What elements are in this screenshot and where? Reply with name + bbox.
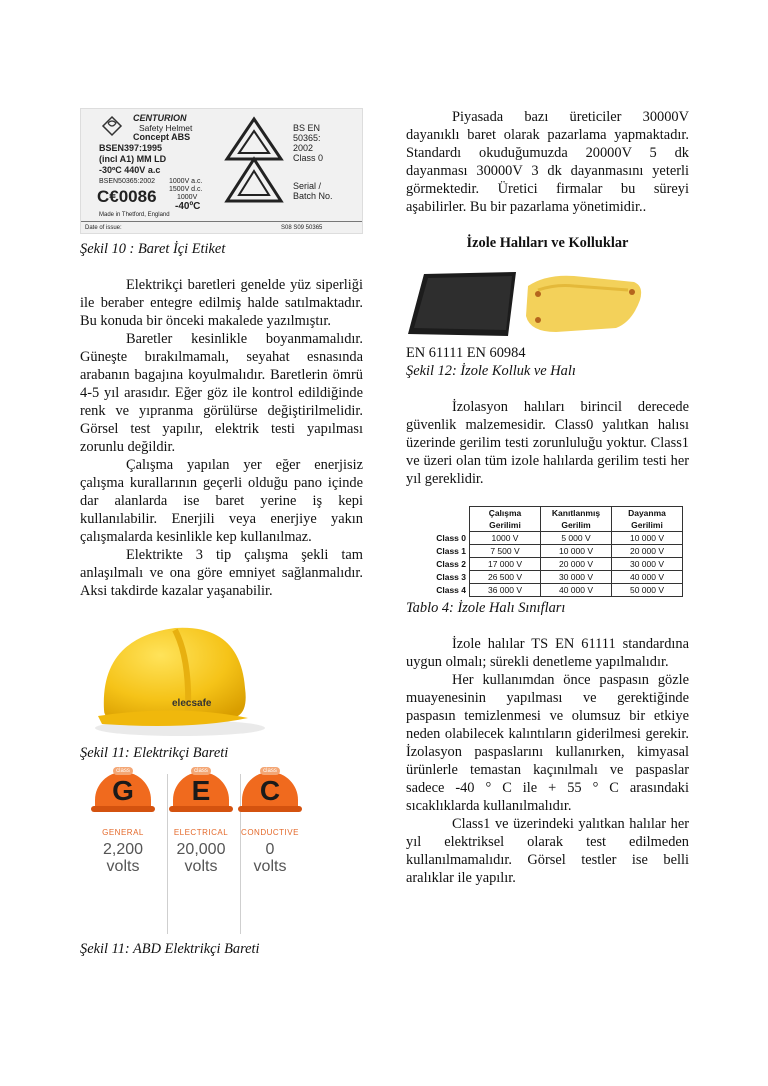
kitemark-icon <box>101 115 123 137</box>
paragraph: Class1 ve üzerindeki yalıtkan halılar her yıl elektriksel olarak test edilmeden kullanılmamalıdır. Görsel testler ise belli aralıklar ile yapılır. <box>406 816 689 886</box>
label-dates: S08 S09 50365 <box>281 225 323 231</box>
table-row: Class 3 26 500 V 30 000 V 40 000 V <box>409 571 683 584</box>
figure-caption: Şekil 11: Elektrikçi Bareti <box>80 745 229 761</box>
helmet-label-image <box>80 108 363 234</box>
label-bs-en: BS EN <box>293 123 321 133</box>
right-column <box>406 108 689 887</box>
label-bsen-line: BSEN50365:2002 <box>99 178 156 185</box>
label-batch: Batch No. <box>293 191 333 201</box>
label-year: 2002 <box>293 143 314 153</box>
class-name: ELECTRICAL <box>173 828 229 837</box>
table-row: Class 4 36 000 V 40 000 V 50 000 V <box>409 584 683 597</box>
paragraph: Her kullanımdan önce paspasın gözle muayenesinin yapılması ve gerektiğinde paspasın temizlenmesi ve olumsuz bir etkiye neden olabilecek kalıntıların giderilmesi gerekir. İzolasyon paspaslarını kullanırken, kimyasal ürünlerle temastan kaçınılmalı ve paspaslar sadece -40 ° C ile + 55 ° C arasındaki sıcaklıklarda kullanılmalıdır. <box>406 672 689 814</box>
class-value: 0 <box>265 841 275 858</box>
helmet-class-conductive <box>235 766 305 875</box>
paragraph: Elektrikte 3 tip çalışma şekli tam anlaşılmalı ve ona göre emniyet sağlanmalıdır. Aksi takdirde kazalar yaşanabilir. <box>80 547 363 599</box>
class-name: GENERAL <box>102 828 144 837</box>
figure-caption: Şekil 11: ABD Elektrikçi Bareti <box>80 941 260 957</box>
label-product: Safety Helmet <box>139 123 193 133</box>
paragraph: İzolasyon halıları birincil derecede güvenlik malzemesidir. Class0 yalıtkan halısı üzerinde gerilim testi zorunluluğu yoktur. Class1 ve üzeri olan tüm izole halılarda gerilim testi her yıl gereklidir. <box>406 399 689 487</box>
table-caption: Tablo 4: İzole Halı Sınıfları <box>406 600 566 616</box>
class-letter: G <box>112 775 134 806</box>
label-low-temp: -40ºC <box>175 201 201 212</box>
paragraph: Elektrikçi baretleri genelde yüz siperliği ile beraber entegre edilmiş halde satılmaktadır. Bu konuda bir önceki makalede yazılmıştır. <box>80 277 363 329</box>
insulating-mat-sleeve-image <box>406 270 689 340</box>
class-tag: class <box>191 767 211 775</box>
table-header: Kanıtlanmış Gerilim <box>541 507 612 532</box>
class-letter: C <box>259 775 281 806</box>
standards-text: EN 61111 EN 60984 <box>406 345 526 361</box>
class-name: CONDUCTIVE <box>241 828 299 837</box>
class-unit: volts <box>184 858 218 875</box>
label-ac: 1000V a.c. <box>169 178 203 185</box>
label-class: Class 0 <box>293 153 324 163</box>
label-date-issue: Date of issue: <box>85 225 122 231</box>
helmet-class-electrical <box>166 766 236 875</box>
paragraph: İzole halılar TS EN 61111 standardına uygun olmalı; sürekli denetleme yapılmalıdır. <box>406 636 689 670</box>
section-heading: İzole Halıları ve Kolluklar <box>466 235 629 251</box>
label-made-in: Made in Thetford, England <box>99 212 170 218</box>
label-bs-en-no: 50365: <box>293 133 321 143</box>
class-unit: volts <box>106 858 140 875</box>
table-row: Class 2 17 000 V 20 000 V 30 000 V <box>409 558 683 571</box>
class-value: 2,200 <box>102 841 144 858</box>
electrician-helmet-image <box>80 618 363 738</box>
label-std-detail: (incl A1) MM LD <box>99 154 167 164</box>
paragraph: Baretler kesinlikle boyanmamalıdır. Güneşte bırakılmamalı, seyahat esnasında arabanın bagajına koyulmalıdır. Baretlerin ömrü 4-5 yıl arasıdır. Eğer göz ile kontrol edildiğinde renk ve yıpranma görülürse değiştirilmelidir. Görsel test yapılır, elektrik testi yapılması zorunlu değildir. <box>80 331 363 455</box>
class-unit: volts <box>253 858 287 875</box>
table-row: Class 1 7 500 V 10 000 V 20 000 V <box>409 545 683 558</box>
helmet-classes-figure <box>80 766 363 938</box>
label-standard: BSEN397:1995 <box>99 143 163 153</box>
class-letter: E <box>191 775 211 806</box>
mat-class-table <box>409 506 689 597</box>
label-model: Concept ABS <box>133 132 191 142</box>
class-value: 20,000 <box>176 841 226 858</box>
paragraph: Çalışma yapılan yer eğer enerjisiz çalışma kurallarının geçerli olduğu pano içinde dar alanlarda ise baret yerine iş kepi kullanılabilir. Enerjili veya enerjiye yakın çalışmalarda kesinlikle kep kullanılmaz. <box>80 457 363 545</box>
label-serial: Serial / <box>293 181 322 191</box>
left-column <box>80 108 363 958</box>
figure-caption: Şekil 10 : Baret İçi Etiket <box>80 241 226 257</box>
mat-and-sleeve-icon <box>406 270 689 340</box>
ce-mark: C€0086 <box>97 187 157 206</box>
double-triangle-icon <box>223 115 285 207</box>
helmet-icon <box>80 618 363 738</box>
paragraph: Piyasada bazı üreticiler 30000V dayanıklı baret olarak pazarlama yapmaktadır. Standardı okuduğumuzda 20000V 5 dk dayanması 30000V 3 dk dayanmasını yeterli görmektedir. Üretici firmalar bu süreyi aşabilirler. Bu bir pazarlama yönetimidir.. <box>406 109 689 215</box>
figure-caption: Şekil 12: İzole Kolluk ve Halı <box>406 363 576 379</box>
label-1000v: 1000V <box>177 194 198 201</box>
table-row: Class 0 1000 V 5 000 V 10 000 V <box>409 532 683 545</box>
label-temp-voltage: -30ºC 440V a.c <box>99 165 161 175</box>
label-dc: 1500V d.c. <box>169 186 203 193</box>
helmet-brand-text: elecsafe <box>172 698 212 709</box>
table-header: Çalışma Gerilimi <box>470 507 541 532</box>
class-tag: class <box>260 767 280 775</box>
helmet-class-general <box>88 766 158 875</box>
label-brand: CENTURION <box>133 113 187 123</box>
class-tag: class <box>113 767 133 775</box>
table-header: Dayanma Gerilimi <box>612 507 683 532</box>
